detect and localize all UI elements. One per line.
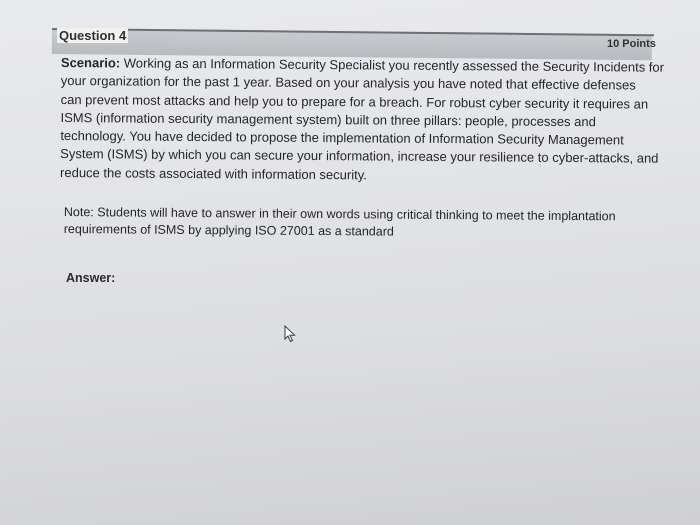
scenario-line-text: Working as an Information Security Specialist you recently assessed the Security Incidents for bbox=[120, 55, 665, 75]
mouse-pointer-icon bbox=[283, 325, 297, 343]
scenario-line: System (ISMS) by which you can secure your information, increase your resilience to cyber-attacks, and bbox=[60, 146, 659, 167]
note-line: requirements of ISMS by applying ISO 27001 as a standard bbox=[63, 221, 394, 239]
scenario-text bbox=[60, 54, 700, 187]
question-title: Question 4 bbox=[59, 28, 127, 43]
scenario-line: ISMS (information security management system) built on three pillars: people, processes and bbox=[60, 109, 596, 130]
scenario-label: Scenario: bbox=[60, 54, 121, 71]
note-text bbox=[64, 204, 700, 243]
scenario-line: can prevent most attacks and help you to prepare for a breach. For robust cyber security it requires an bbox=[60, 91, 649, 112]
scenario-line: your organization for the past 1 year. Based on your analysis you have noted that effective defenses bbox=[60, 73, 636, 93]
note-line: Note: Students will have to answer in their own words using critical thinking to meet the implantation bbox=[63, 204, 616, 224]
answer-label: Answer: bbox=[66, 271, 116, 285]
scenario-line: reduce the costs associated with information security. bbox=[60, 164, 367, 183]
question-points: 10 Points bbox=[607, 38, 656, 50]
scenario-line: technology. You have decided to propose the implementation of Information Security Management bbox=[60, 128, 624, 148]
